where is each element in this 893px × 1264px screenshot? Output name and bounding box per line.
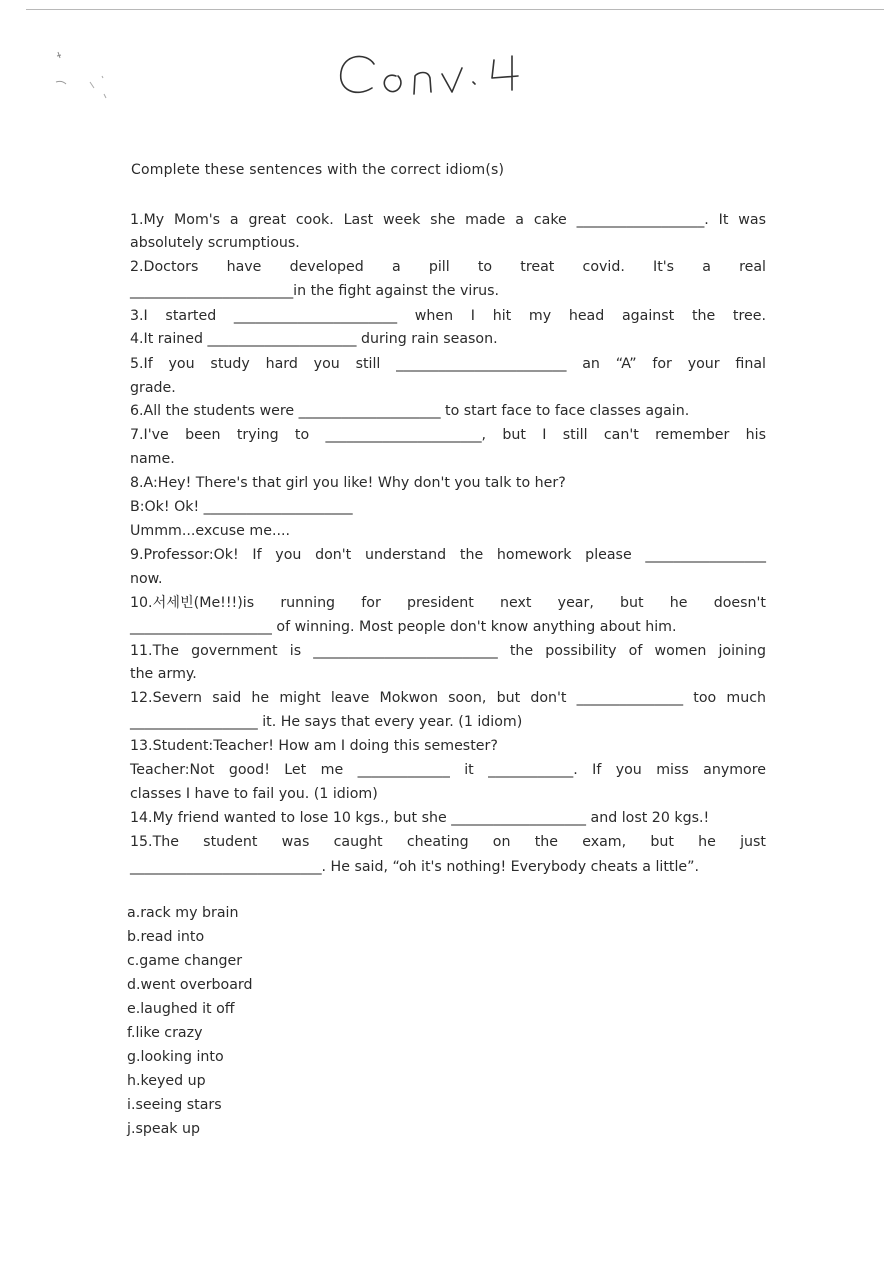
exercise-line: absolutely scrumptious.	[130, 235, 300, 251]
exercise-line: now.	[130, 571, 163, 587]
exercise-line: name.	[130, 451, 175, 467]
exercise-line: __________________ it. He says that every year. (1 idiom)	[130, 714, 523, 730]
exercise-line: Teacher:Not good! Let me _____________ it ____________. If you miss anymore	[130, 762, 766, 778]
exercise-line: B:Ok! Ok! _____________________	[130, 499, 353, 515]
answer-option: j.speak up	[127, 1121, 200, 1137]
exercise-line: ___________________________. He said, “oh it's nothing! Everybody cheats a little”.	[130, 859, 700, 875]
exercise-line: grade.	[130, 380, 176, 396]
exercise-line: classes I have to fail you. (1 idiom)	[130, 786, 378, 802]
answer-option: g.looking into	[127, 1049, 224, 1065]
exercise-line: 1.My Mom's a great cook. Last week she made a cake __________________. It was	[130, 212, 766, 228]
exercise-line: 5.If you study hard you still ________________________ an “A” for your final	[130, 356, 766, 372]
exercise-line: 13.Student:Teacher! How am I doing this semester?	[130, 738, 498, 754]
instructions: Complete these sentences with the correct idiom(s)	[131, 162, 505, 178]
exercise-line: 3.I started _______________________ when I hit my head against the tree.	[130, 308, 766, 324]
answer-option: f.like crazy	[127, 1025, 203, 1041]
answer-option: h.keyed up	[127, 1073, 206, 1089]
answer-option: e.laughed it off	[127, 1001, 235, 1017]
exercise-line: Ummm...excuse me....	[130, 523, 291, 539]
exercise-line: the army.	[130, 666, 197, 682]
exercise-line: 12.Severn said he might leave Mokwon soon, but don't _______________ too much	[130, 690, 766, 706]
answer-option: i.seeing stars	[127, 1097, 222, 1113]
exercise-line: 11.The government is __________________________ the possibility of women joining	[130, 643, 766, 659]
answer-option: b.read into	[127, 929, 205, 945]
exercise-line: 6.All the students were ____________________ to start face to face classes again.	[130, 403, 690, 419]
answer-option: c.game changer	[127, 953, 243, 969]
exercise-line: ____________________ of winning. Most people don't know anything about him.	[130, 619, 677, 635]
exercise-line: _______________________in the fight against the virus.	[130, 283, 500, 299]
scan-top-edge	[26, 9, 884, 10]
exercise-line: 8.A:Hey! There's that girl you like! Why don't you talk to her?	[130, 475, 566, 491]
exercise-line: 15.The student was caught cheating on the exam, but he just	[130, 834, 766, 850]
answer-option: a.rack my brain	[127, 905, 239, 921]
scan-marks	[50, 48, 114, 104]
handwritten-title	[332, 42, 542, 104]
exercise-line: 7.I've been trying to ______________________, but I still can't remember his	[130, 427, 766, 443]
answer-option: d.went overboard	[127, 977, 253, 993]
exercise-line: 14.My friend wanted to lose 10 kgs., but she ___________________ and lost 20 kgs.!	[130, 810, 710, 826]
exercise-line: 4.It rained _____________________ during rain season.	[130, 331, 498, 347]
exercise-line: 2.Doctors have developed a pill to treat covid. It's a real	[130, 259, 766, 275]
exercise-line: 10.서세빈(Me!!!)is running for president next year, but he doesn't	[130, 595, 766, 611]
exercise-line: 9.Professor:Ok! If you don't understand the homework please _________________	[130, 547, 766, 563]
